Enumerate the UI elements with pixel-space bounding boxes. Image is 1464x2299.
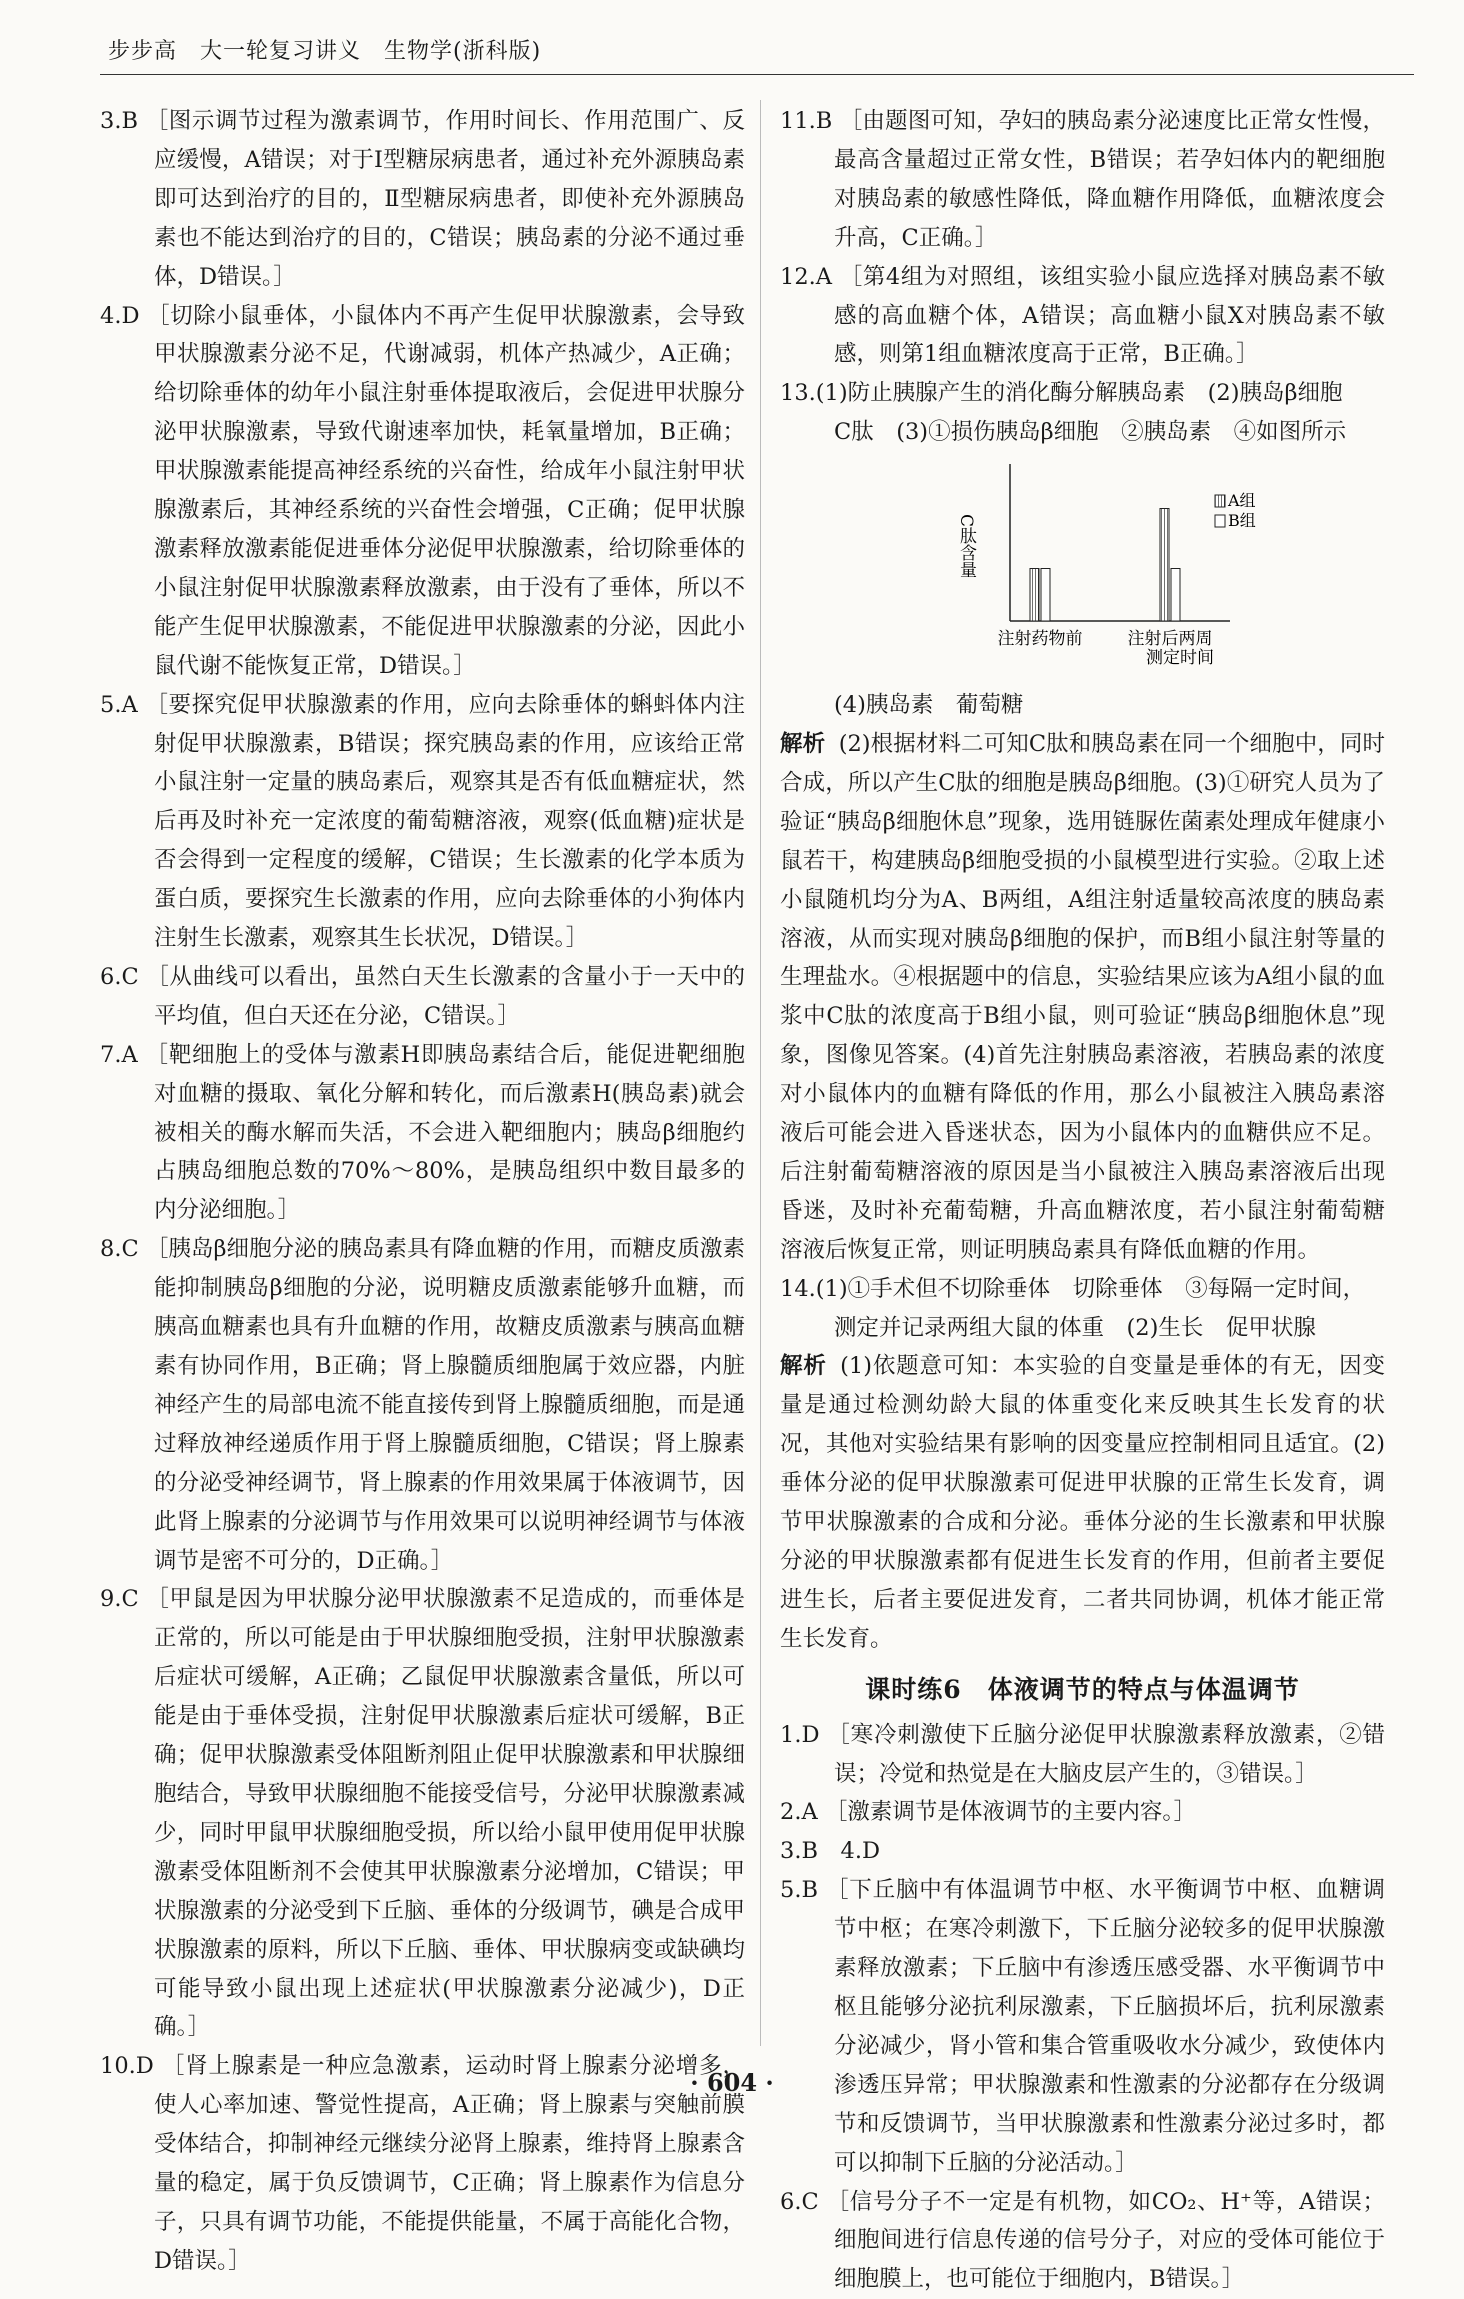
legend-swatch-A组 [1215, 495, 1225, 507]
bar-B组-注射后两周 [1171, 569, 1180, 622]
answer-item-9: 9.C ［甲鼠是因为甲状腺分泌甲状腺激素不足造成的，而垂体是正常的，所以可能是由于甲状腺细胞受损，注射甲状腺激素后症状可缓解，A正确；乙鼠促甲状腺激素含量低，所以可能是由于垂体受损，注射促甲状腺激素后症状可缓解，B正确；促甲状腺激素受体阻断剂阻止促甲状腺激素和甲状腺细胞结合，导致甲状腺细胞不能接受信号，分泌甲状腺激素减少，同时甲鼠甲状腺细胞受损，所以给小鼠甲使用促甲状腺激素受体阻断剂不会使其甲状腺激素分泌增加，C错误；甲状腺激素的分泌受到下丘脑、垂体的分级调节，碘是合成甲状腺激素的原料，所以下丘脑、垂体、甲状腺病变或缺碘均可能导致小鼠出现上述症状(甲状腺激素分泌减少)，D正确。］ [100, 1580, 745, 2047]
answer-item-5: 5.A ［要探究促甲状腺激素的作用，应向去除垂体的蝌蚪体内注射促甲状腺激素，B错误；探究胰岛素的作用，应该给正常小鼠注射一定量的胰岛素后，观察其是否有低血糖症状，然后再及时补充一定浓度的葡萄糖溶液，观察(低血糖)症状是否会得到一定程度的缓解，C错误；生长激素的化学本质为蛋白质，要探究生长激素的作用，应向去除垂体的小狗体内注射生长激素，观察其生长状况，D错误。］ [100, 686, 745, 958]
answer-13-line2: C肽 (3)①损伤胰岛β细胞 ②胰岛素 ④如图所示 [780, 413, 1385, 452]
explanation-text: (1)依题意可知：本实验的自变量是垂体的有无，因变量是通过检测幼龄大鼠的体重变化来反映其生长发育的状况，其他对实验结果有影响的因变量应控制相同且适宜。(2)垂体分泌的促甲状腺激素可促进甲状腺的正常生长发育，调节甲状腺激素的合成和分泌。垂体分泌的生长激素和甲状腺分泌的甲状腺激素都有促进生长发育的作用，但前者主要促进生长，后者主要促进发育，二者共同协调，机体才能正常生长发育。 [780, 1353, 1385, 1651]
answer-item-10: 10.D ［肾上腺素是一种应急激素，运动时肾上腺素分泌增多，使人心率加速、警觉性提高，A正确；肾上腺素与突触前膜受体结合，抑制神经元继续分泌肾上腺素，维持肾上腺素含量的稳定，属于负反馈调节，C正确；肾上腺素作为信息分子，只具有调节功能，不能提供能量，不属于高能化合物，D错误。］ [100, 2047, 745, 2280]
answer-item-3: 3.B ［图示调节过程为激素调节，作用时间长、作用范围广、反应缓慢，A错误；对于Ⅰ型糖尿病患者，通过补充外源胰岛素即可达到治疗的目的，Ⅱ型糖尿病患者，即使补充外源胰岛素也不能达到治疗的目的，C错误；胰岛素的分泌不通过垂体，D错误。］ [100, 102, 745, 297]
explanation-label: 解析 [780, 1353, 827, 1379]
answer-item-6: 6.C ［从曲线可以看出，虽然白天生长激素的含量小于一天中的平均值，但白天还在分泌，C错误。］ [100, 958, 745, 1036]
answer-14-line2: 测定并记录两组大鼠的体重 (2)生长 促甲状腺 [780, 1309, 1385, 1348]
section-answer-5: 5.B ［下丘脑中有体温调节中枢、水平衡调节中枢、血糖调节中枢；在寒冷刺激下，下丘脑分泌较多的促甲状腺激素释放激素；下丘脑中有渗透压感受器、水平衡调节中枢且能够分泌抗利尿激素，下丘脑损坏后，抗利尿激素分泌减少，肾小管和集合管重吸收水分减少，致使体内渗透压异常；甲状腺激素和性激素的分泌都存在分级调节和反馈调节，当甲状腺激素和性激素分泌过多时，都可以抑制下丘脑的分泌活动。］ [780, 1871, 1385, 2182]
bar-A组-注射后两周 [1160, 509, 1169, 622]
answer-14-line1: 14.(1)①手术但不切除垂体 切除垂体 ③每隔一定时间， [780, 1270, 1385, 1309]
section-answer-6: 6.C ［信号分子不一定是有机物，如CO₂、H⁺等，A错误；细胞间进行信息传递的信号分子，对应的受体可能位于细胞膜上，也可能位于细胞内，B错误。］ [780, 2183, 1385, 2299]
answer-item-11: 11.B ［由题图可知，孕妇的胰岛素分泌速度比正常女性慢，最高含量超过正常女性，B错误；若孕妇体内的靶细胞对胰岛素的敏感性降低，降血糖作用降低，血糖浓度会升高，C正确。］ [780, 102, 1385, 258]
x-tick-label: 注射药物前 [998, 629, 1083, 649]
section-answer-2: 2.A ［激素调节是体液调节的主要内容。］ [780, 1793, 1385, 1832]
section-answer-3-4: 3.B 4.D [780, 1832, 1385, 1871]
section-title: 课时练6 体液调节的特点与体温调节 [780, 1671, 1385, 1710]
column-divider [760, 100, 761, 2046]
explanation-label: 解析 [780, 731, 825, 757]
left-column [100, 102, 745, 2281]
legend-swatch-B组 [1215, 515, 1225, 527]
answer-13-explanation [780, 725, 1385, 1270]
page-number: · 604 · [0, 2068, 1464, 2097]
page-header: 步步高 大一轮复习讲义 生物学(浙科版) [108, 34, 541, 65]
chart-xlabel: 测定时间 [1146, 648, 1214, 668]
c-peptide-bar-chart [930, 456, 1290, 671]
answer-item-12: 12.A ［第4组为对照组，该组实验小鼠应选择对胰岛素不敏感的高血糖个体，A错误；高血糖小鼠X对胰岛素不敏感，则第1组血糖浓度高于正常，B正确。］ [780, 258, 1385, 375]
chart-ylabel: C肽含量 [956, 514, 977, 578]
answer-item-4: 4.D ［切除小鼠垂体，小鼠体内不再产生促甲状腺激素，会导致甲状腺激素分泌不足，代谢减弱，机体产热减少，A正确；给切除垂体的幼年小鼠注射垂体提取液后，会促进甲状腺分泌甲状腺激素，导致代谢速率加快，耗氧量增加，B正确；甲状腺激素能提高神经系统的兴奋性，给成年小鼠注射甲状腺激素后，其神经系统的兴奋性会增强，C正确；促甲状腺激素释放激素能促进垂体分泌促甲状腺激素，给切除垂体的小鼠注射促甲状腺激素释放激素，由于没有了垂体，所以不能产生促甲状腺激素，不能促进甲状腺激素的分泌，因此小鼠代谢不能恢复正常，D错误。］ [100, 297, 745, 686]
answer-13-line3: (4)胰岛素 葡萄糖 [780, 686, 1385, 725]
x-tick-label: 注射后两周 [1128, 629, 1213, 649]
answer-item-8: 8.C ［胰岛β细胞分泌的胰岛素具有降血糖的作用，而糖皮质激素能抑制胰岛β细胞的分泌，说明糖皮质激素能够升血糖，而胰高血糖素也具有升血糖的作用，故糖皮质激素与胰高血糖素有协同作用，B正确；肾上腺髓质细胞属于效应器，内脏神经产生的局部电流不能直接传到肾上腺髓质细胞，而是通过释放神经递质作用于肾上腺髓质细胞，C错误；肾上腺素的分泌受神经调节，肾上腺素的作用效果属于体液调节，因此肾上腺素的分泌调节与作用效果可以说明神经调节与体液调节是密不可分的，D正确。］ [100, 1230, 745, 1580]
answer-13-line1: 13.(1)防止胰腺产生的消化酶分解胰岛素 (2)胰岛β细胞 [780, 374, 1385, 413]
bar-B组-注射药物前 [1041, 569, 1050, 622]
legend-label: B组 [1228, 511, 1256, 530]
right-column [780, 102, 1385, 2299]
answer-item-7: 7.A ［靶细胞上的受体与激素H即胰岛素结合后，能促进靶细胞对血糖的摄取、氧化分解和转化，而后激素H(胰岛素)就会被相关的酶水解而失活，不会进入靶细胞内；胰岛β细胞约占胰岛细胞总数的70%～80%，是胰岛组织中数目最多的内分泌细胞。］ [100, 1036, 745, 1231]
section-answer-1: 1.D ［寒冷刺激使下丘脑分泌促甲状腺激素释放激素，②错误；冷觉和热觉是在大脑皮层产生的，③错误。］ [780, 1716, 1385, 1794]
legend-label: A组 [1227, 491, 1256, 510]
bar-A组-注射药物前 [1030, 569, 1039, 622]
answer-14-explanation [780, 1347, 1385, 1658]
explanation-text: (2)根据材料二可知C肽和胰岛素在同一个细胞中，同时合成，所以产生C肽的细胞是胰岛β细胞。(3)①研究人员为了验证“胰岛β细胞休息”现象，选用链脲佐菌素处理成年健康小鼠若干，构建胰岛β细胞受损的小鼠模型进行实验。②取上述小鼠随机均分为A、B两组，A组注射适量较高浓度的胰岛素溶液，从而实现对胰岛β细胞的保护，而B组小鼠注射等量的生理盐水。④根据题中的信息，实验结果应该为A组小鼠的血浆中C肽的浓度高于B组小鼠，则可验证“胰岛β细胞休息”现象，图像见答案。(4)首先注射胰岛素溶液，若胰岛素的浓度对小鼠体内的血糖有降低的作用，那么小鼠被注入胰岛素溶液后可能会进入昏迷状态，因为小鼠体内的血糖供应不足。后注射葡萄糖溶液的原因是当小鼠被注入胰岛素溶液后出现昏迷，及时补充葡萄糖，升高血糖浓度，若小鼠注射葡萄糖溶液后恢复正常，则证明胰岛素具有降低血糖的作用。 [780, 731, 1385, 1263]
header-rule [100, 74, 1414, 75]
